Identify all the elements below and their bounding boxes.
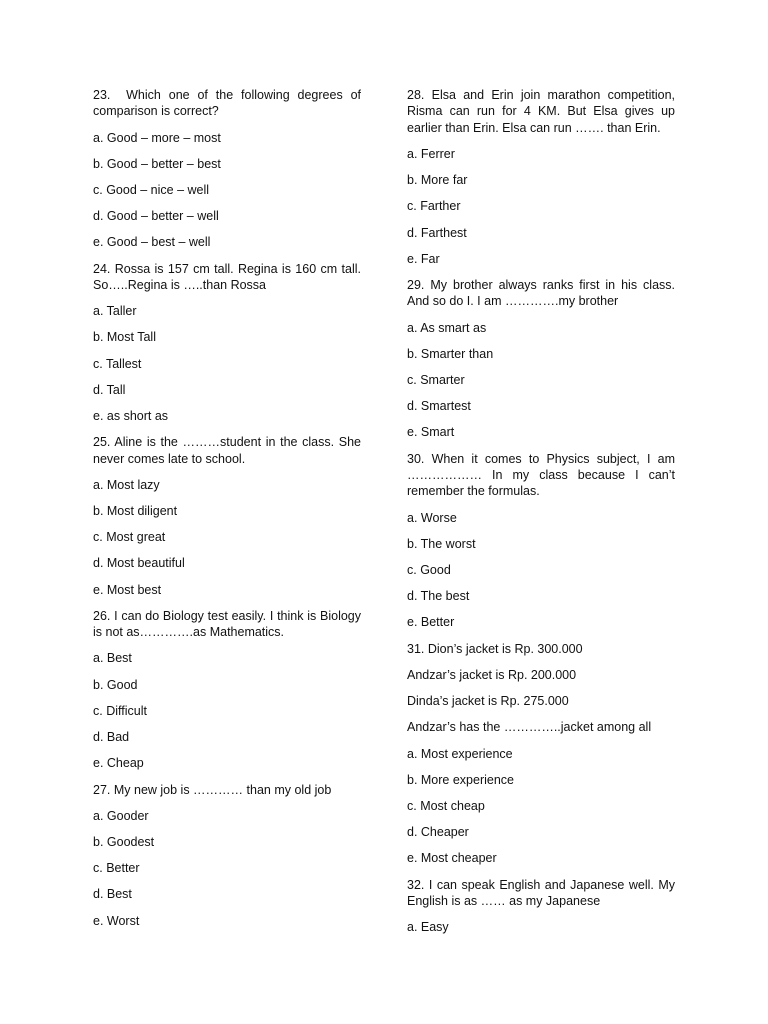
question-30 [407, 451, 679, 500]
answer-option: a. Most experience [407, 746, 513, 761]
question-number: 30. [407, 451, 425, 466]
question-number: 28. [407, 88, 425, 102]
answer-option: c. Tallest [93, 356, 142, 371]
question-number: 31. [407, 641, 425, 656]
answer-option: b. Good [93, 677, 138, 692]
answer-option: b. More experience [407, 772, 515, 787]
answer-option: a. Ferrer [407, 147, 455, 162]
answer-option: a. Good – more – most [93, 130, 221, 145]
answer-option: c. Most great [93, 530, 166, 545]
question-text: Elsa and Erin join marathon competition, Risma can run for 4 KM. But Elsa gives up earlier than Erin. Elsa can run ……. than Erin. [407, 88, 679, 135]
left-column [93, 87, 365, 939]
answer-option: e. Most cheaper [407, 851, 497, 866]
answer-option: c. Most cheap [407, 798, 485, 813]
answer-option: d. Good – better – well [93, 209, 219, 224]
question-text: My new job is ………… than my old job [110, 782, 332, 797]
answer-option: b. Goodest [93, 834, 155, 849]
question-text: I can speak English and Japanese well. My English is as …… as my Japanese [407, 877, 679, 908]
question-25 [93, 434, 365, 467]
question-32 [407, 877, 679, 910]
right-column [407, 87, 679, 945]
answer-option: d. Cheaper [407, 825, 469, 840]
answer-option: e. Better [407, 615, 455, 630]
question-31 [407, 641, 675, 657]
answer-option: a. Most lazy [93, 477, 160, 492]
answer-option: a. Worse [407, 510, 457, 525]
question-text: I can do Biology test easily. I think is Biology is not as………….as Mathematics. [93, 608, 365, 640]
answer-option: b. Good – better – best [93, 156, 221, 171]
answer-option: a. Gooder [93, 808, 149, 823]
question-extra-line: Andzar’s has the …………..jacket among all [407, 720, 652, 735]
question-number: 29. [407, 278, 425, 293]
question-extra-line: Dinda’s jacket is Rp. 275.000 [407, 694, 569, 709]
answer-option: c. Farther [407, 199, 461, 214]
question-text: Aline is the ………student in the class. She never comes late to school. [93, 435, 365, 466]
answer-option: c. Better [93, 861, 140, 876]
answer-option: d. Farthest [407, 225, 467, 240]
answer-option: b. Most Tall [93, 330, 156, 345]
answer-option: d. Bad [93, 730, 130, 745]
question-number: 24. [93, 261, 111, 276]
answer-option: d. The best [407, 589, 470, 604]
question-29 [407, 277, 678, 310]
answer-option: d. Smartest [407, 399, 471, 414]
answer-option: c. Good – nice – well [93, 183, 210, 198]
answer-option: c. Good [407, 563, 451, 578]
question-number: 26. [93, 608, 111, 623]
answer-option: d. Most beautiful [93, 556, 185, 571]
question-text: When it comes to Physics subject, I am ……………… In my class because I can’t remember the formulas. [407, 451, 679, 499]
answer-option: e. Most best [93, 582, 162, 597]
question-26 [93, 608, 365, 641]
answer-option: a. Best [93, 651, 132, 666]
answer-option: c. Difficult [93, 703, 147, 718]
question-number: 23. [93, 88, 111, 102]
answer-option: a. Taller [93, 304, 137, 319]
answer-option: b. More far [407, 173, 468, 188]
answer-option: e. as short as [93, 409, 169, 424]
answer-option: a. Easy [407, 920, 449, 935]
question-24 [93, 261, 365, 294]
answer-option: e. Far [407, 251, 440, 266]
question-number: 32. [407, 877, 425, 892]
answer-option: e. Good – best – well [93, 235, 211, 250]
answer-option: b. Smarter than [407, 346, 494, 361]
question-extra-line: Andzar’s jacket is Rp. 200.000 [407, 667, 577, 682]
question-27 [93, 782, 361, 798]
question-28 [407, 87, 679, 136]
answer-option: e. Smart [407, 425, 455, 440]
question-text: Which one of the following degrees of comparison is correct? [93, 88, 365, 119]
answer-option: c. Smarter [407, 373, 465, 388]
answer-option: d. Best [93, 887, 132, 902]
answer-option: b. Most diligent [93, 504, 178, 519]
question-23 [93, 87, 365, 120]
answer-option: a. As smart as [407, 320, 487, 335]
question-text: Dion’s jacket is Rp. 300.000 [424, 641, 583, 656]
question-number: 27. [93, 782, 111, 797]
answer-option: d. Tall [93, 382, 126, 397]
question-text: Rossa is 157 cm tall. Regina is 160 cm tall. So…..Regina is …..than Rossa [93, 261, 365, 293]
answer-option: e. Cheap [93, 756, 144, 771]
answer-option: b. The worst [407, 536, 476, 551]
question-text: My brother always ranks first in his class. And so do I. I am ………….my brother [407, 278, 678, 309]
question-number: 25. [93, 435, 111, 450]
answer-option: e. Worst [93, 913, 140, 928]
